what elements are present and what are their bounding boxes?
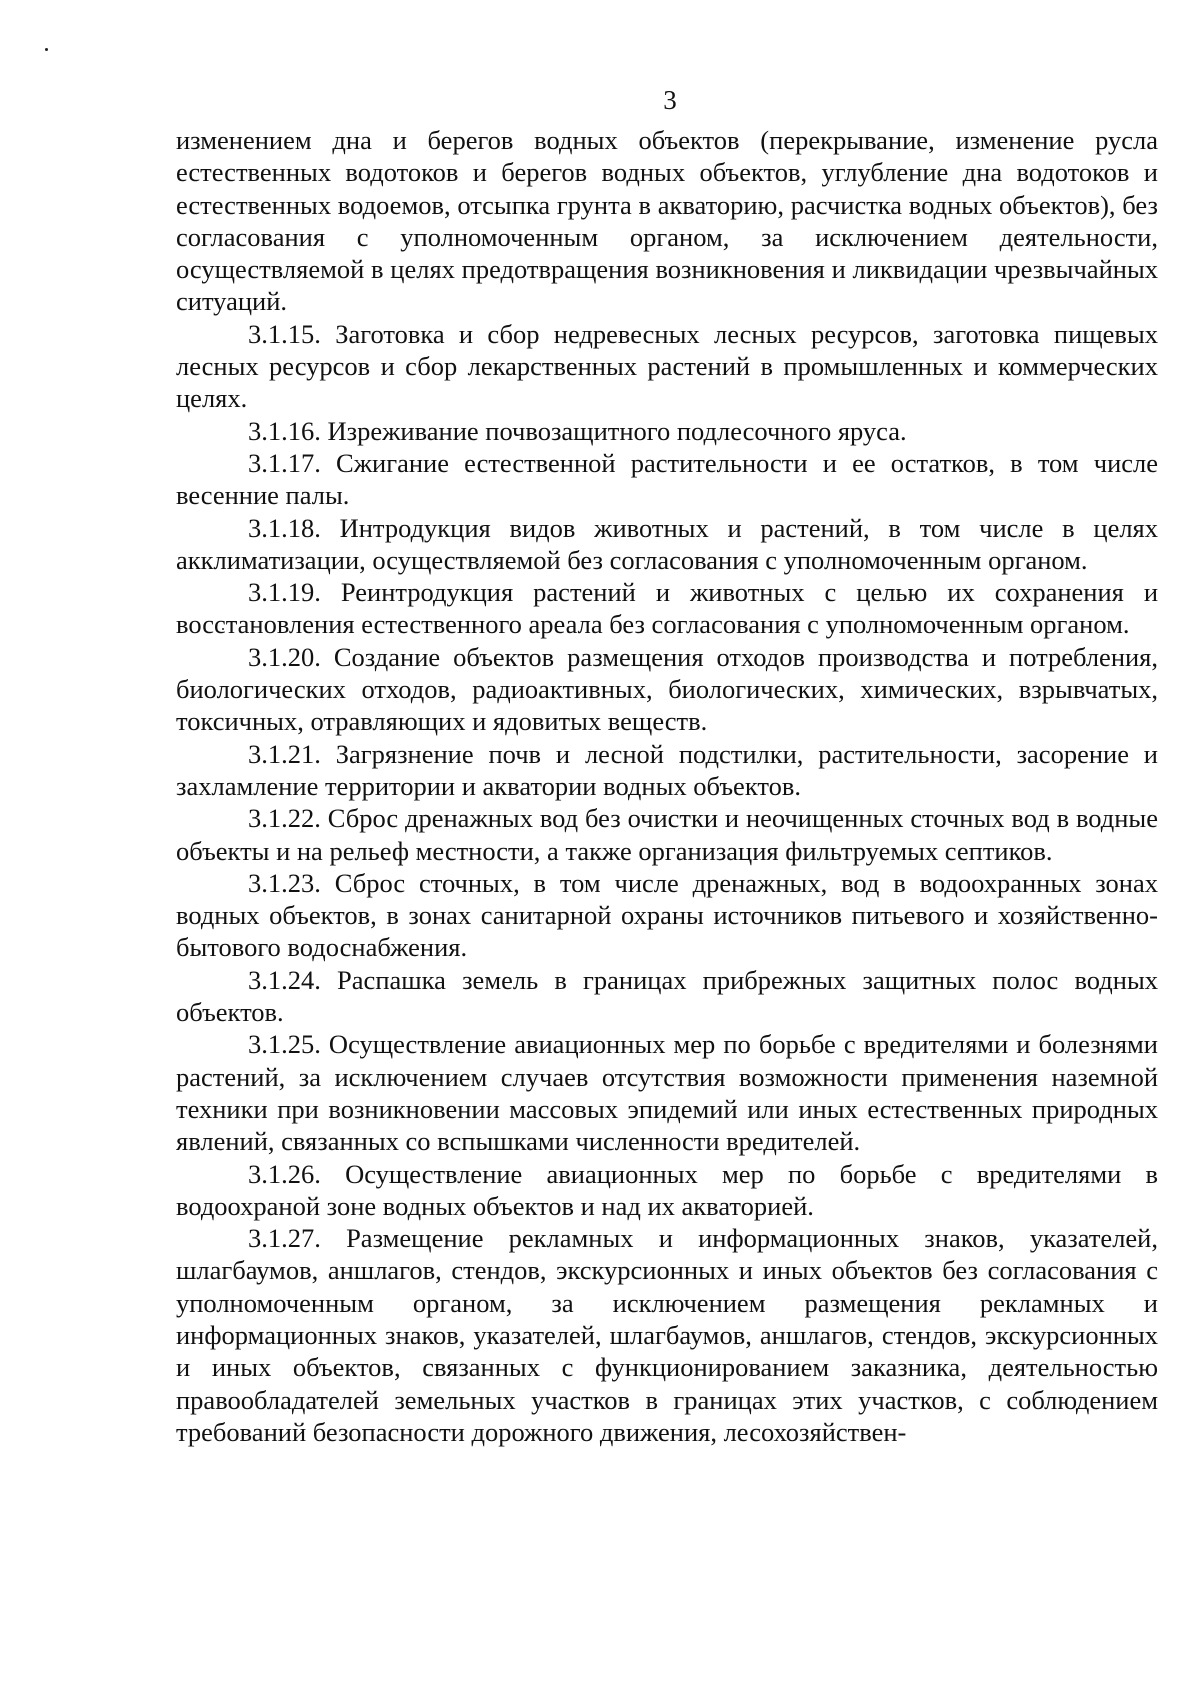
paragraph-3-1-22: 3.1.22. Сброс дренажных вод без очистки и неочищенных сточных вод в водные объекты и на рельеф местности, а также организация фильтруемых септиков.	[176, 803, 1158, 866]
scan-speck	[45, 48, 48, 51]
paragraph-3-1-26: 3.1.26. Осуществление авиационных мер по борьбе с вредителями в водоохраной зоне водных объектов и над их акваторией.	[176, 1158, 1158, 1221]
paragraph-3-1-20: 3.1.20. Создание объектов размещения отходов производства и потребления, биологических отходов, радиоактивных, биологических, химических, взрывчатых, токсичных, отравляющих и ядовитых веществ.	[176, 641, 1158, 737]
paragraph-3-1-25: 3.1.25. Осуществление авиационных мер по борьбе с вредителями и болезнями растений, за исключением случаев отсутствия возможности применения наземной техники при возникновении массовых эпидемий или иных естественных природных явлений, связанных со вспышками численности вредителей.	[176, 1029, 1158, 1157]
paragraph-continuation: изменением дна и берегов водных объектов (перекрывание, изменение русла естественных водотоков и берегов водных объектов, углубление дна водотоков и естественных водоемов, отсыпка грунта в акваторию, расчистка водных объектов), без согласования с уполномоченным органом, за исключением деятельности, осуществляемой в целях предотвращения возникновения и ликвидации чрезвычайных ситуаций.	[176, 125, 1158, 317]
paragraph-3-1-23: 3.1.23. Сброс сточных, в том числе дренажных, вод в водоохранных зонах водных объектов, в зонах санитарной охраны источников питьевого и хозяйственно-бытового водоснабжения.	[176, 867, 1158, 963]
paragraph-3-1-18: 3.1.18. Интродукция видов животных и растений, в том числе в целях акклиматизации, осуществляемой без согласования с уполномоченным органом.	[176, 512, 1158, 575]
paragraph-3-1-16: 3.1.16. Изреживание почвозащитного подлесочного яруса.	[248, 415, 907, 446]
paragraph-3-1-24: 3.1.24. Распашка земель в границах прибрежных защитных полос водных объектов.	[176, 964, 1158, 1028]
document-body	[176, 124, 1158, 1448]
paragraph-3-1-27: 3.1.27. Размещение рекламных и информационных знаков, указателей, шлагбаумов, аншлагов, стендов, экскурсионных и иных объектов без согласования с уполномоченным органом, за исключением размещения рекламных и информационных знаков, указателей, шлагбаумов, аншлагов, стендов, экскурсионных и иных объектов, связанных с функционированием заказника, деятельностью правообладателей земельных участков в границах этих участков, с соблюдением требований безопасности дорожного движения, лесохозяйствен-	[176, 1223, 1158, 1447]
paragraph-3-1-21: 3.1.21. Загрязнение почв и лесной подстилки, растительности, засорение и захламление территории и акватории водных объектов.	[176, 738, 1158, 801]
paragraph-3-1-19: 3.1.19. Реинтродукция растений и животных с целью их сохранения и восстановления естественного ареала без согласования с уполномоченным органом.	[176, 577, 1158, 640]
page-number: 3	[663, 85, 677, 115]
paragraph-3-1-17: 3.1.17. Сжигание естественной растительности и ее остатков, в том числе весенние палы.	[176, 447, 1158, 511]
paragraph-3-1-15: 3.1.15. Заготовка и сбор недревесных лесных ресурсов, заготовка пищевых лесных ресурсов и сбор лекарственных растений в промышленных и коммерческих целях.	[176, 318, 1158, 414]
